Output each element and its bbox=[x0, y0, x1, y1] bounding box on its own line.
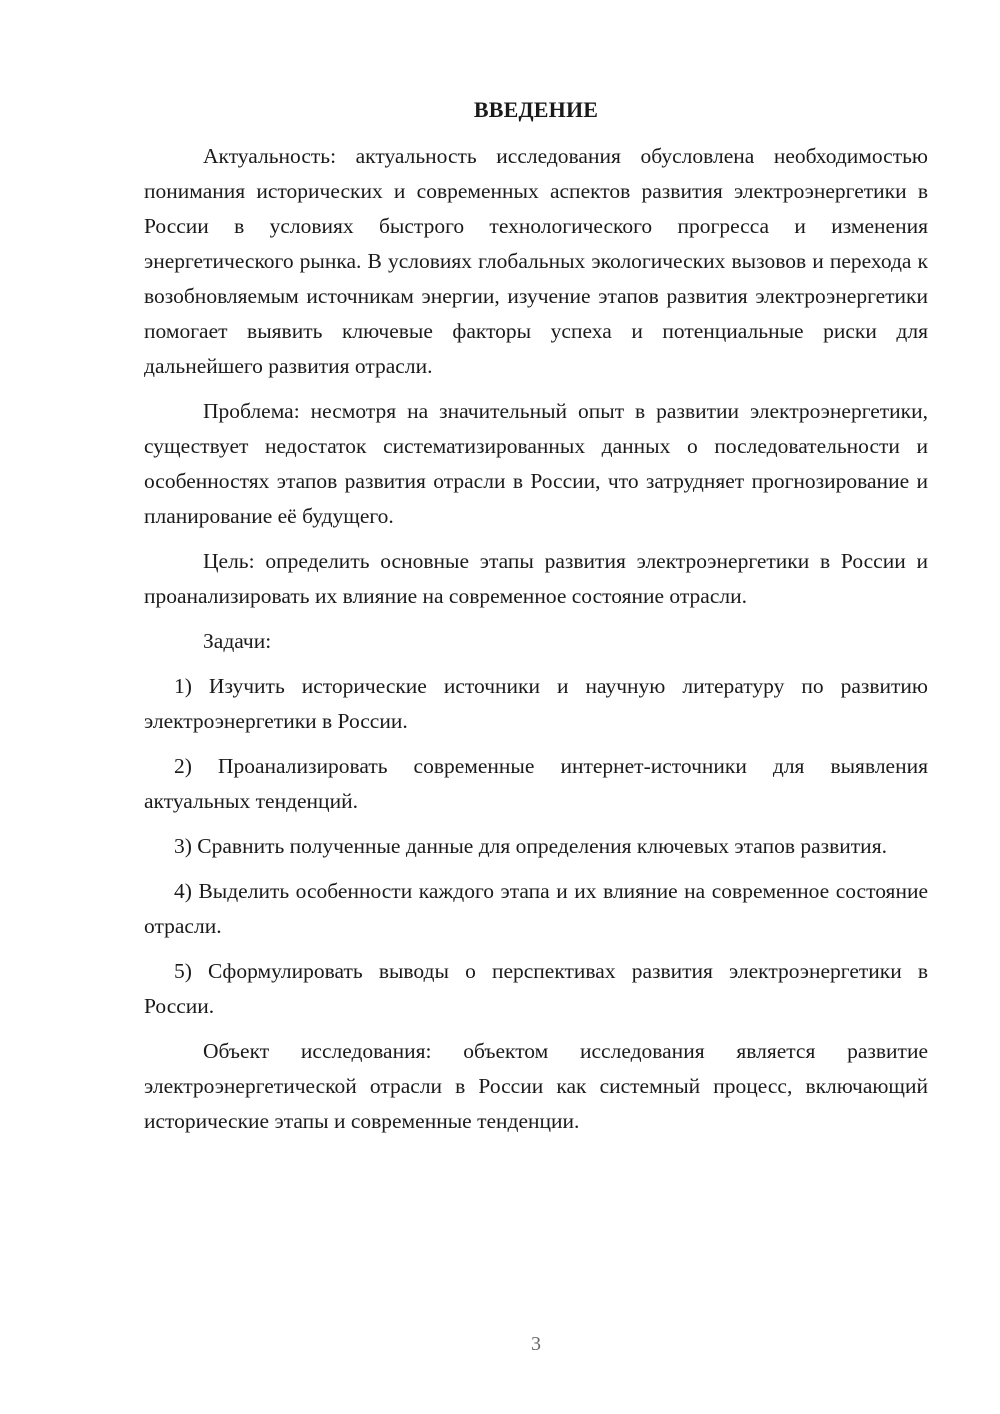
task-item-3: 3) Сравнить полученные данные для определения ключевых этапов развития. bbox=[174, 834, 887, 858]
tasks-heading: Задачи: bbox=[203, 629, 272, 653]
relevance-paragraph: Актуальность: актуальность исследования обусловлена необходимостью понимания исторических и современных аспектов развития электроэнергетики в России в условиях быстрого технологического прогресса и изменения энергетического рынка. В условиях глобальных экологических вызовов и перехода к возобновляемым источникам энергии, изучение этапов развития электроэнергетики помогает выявить ключевые факторы успеха и потенциальные риски для дальнейшего развития отрасли. bbox=[144, 144, 928, 378]
task-item-1: 1) Изучить исторические источники и научную литературу по развитию электроэнергетики в России. bbox=[144, 674, 928, 733]
page-number: 3 bbox=[531, 1333, 541, 1355]
document-page bbox=[144, 92, 928, 1139]
task-item-5: 5) Сформулировать выводы о перспективах развития электроэнергетики в России. bbox=[144, 959, 928, 1018]
problem-paragraph: Проблема: несмотря на значительный опыт в развитии электроэнергетики, существует недостаток систематизированных данных о последовательности и особенностях этапов развития отрасли в России, что затрудняет прогнозирование и планирование её будущего. bbox=[144, 399, 928, 528]
object-paragraph: Объект исследования: объектом исследования является развитие электроэнергетической отрасли в России как системный процесс, включающий исторические этапы и современные тенденции. bbox=[144, 1039, 928, 1133]
section-title: ВВЕДЕНИЕ bbox=[473, 97, 599, 122]
task-item-4: 4) Выделить особенности каждого этапа и их влияние на современное состояние отрасли. bbox=[144, 879, 928, 938]
goal-paragraph: Цель: определить основные этапы развития электроэнергетики в России и проанализировать их влияние на современное состояние отрасли. bbox=[144, 549, 928, 608]
task-item-2: 2) Проанализировать современные интернет-источники для выявления актуальных тенденций. bbox=[144, 754, 928, 813]
